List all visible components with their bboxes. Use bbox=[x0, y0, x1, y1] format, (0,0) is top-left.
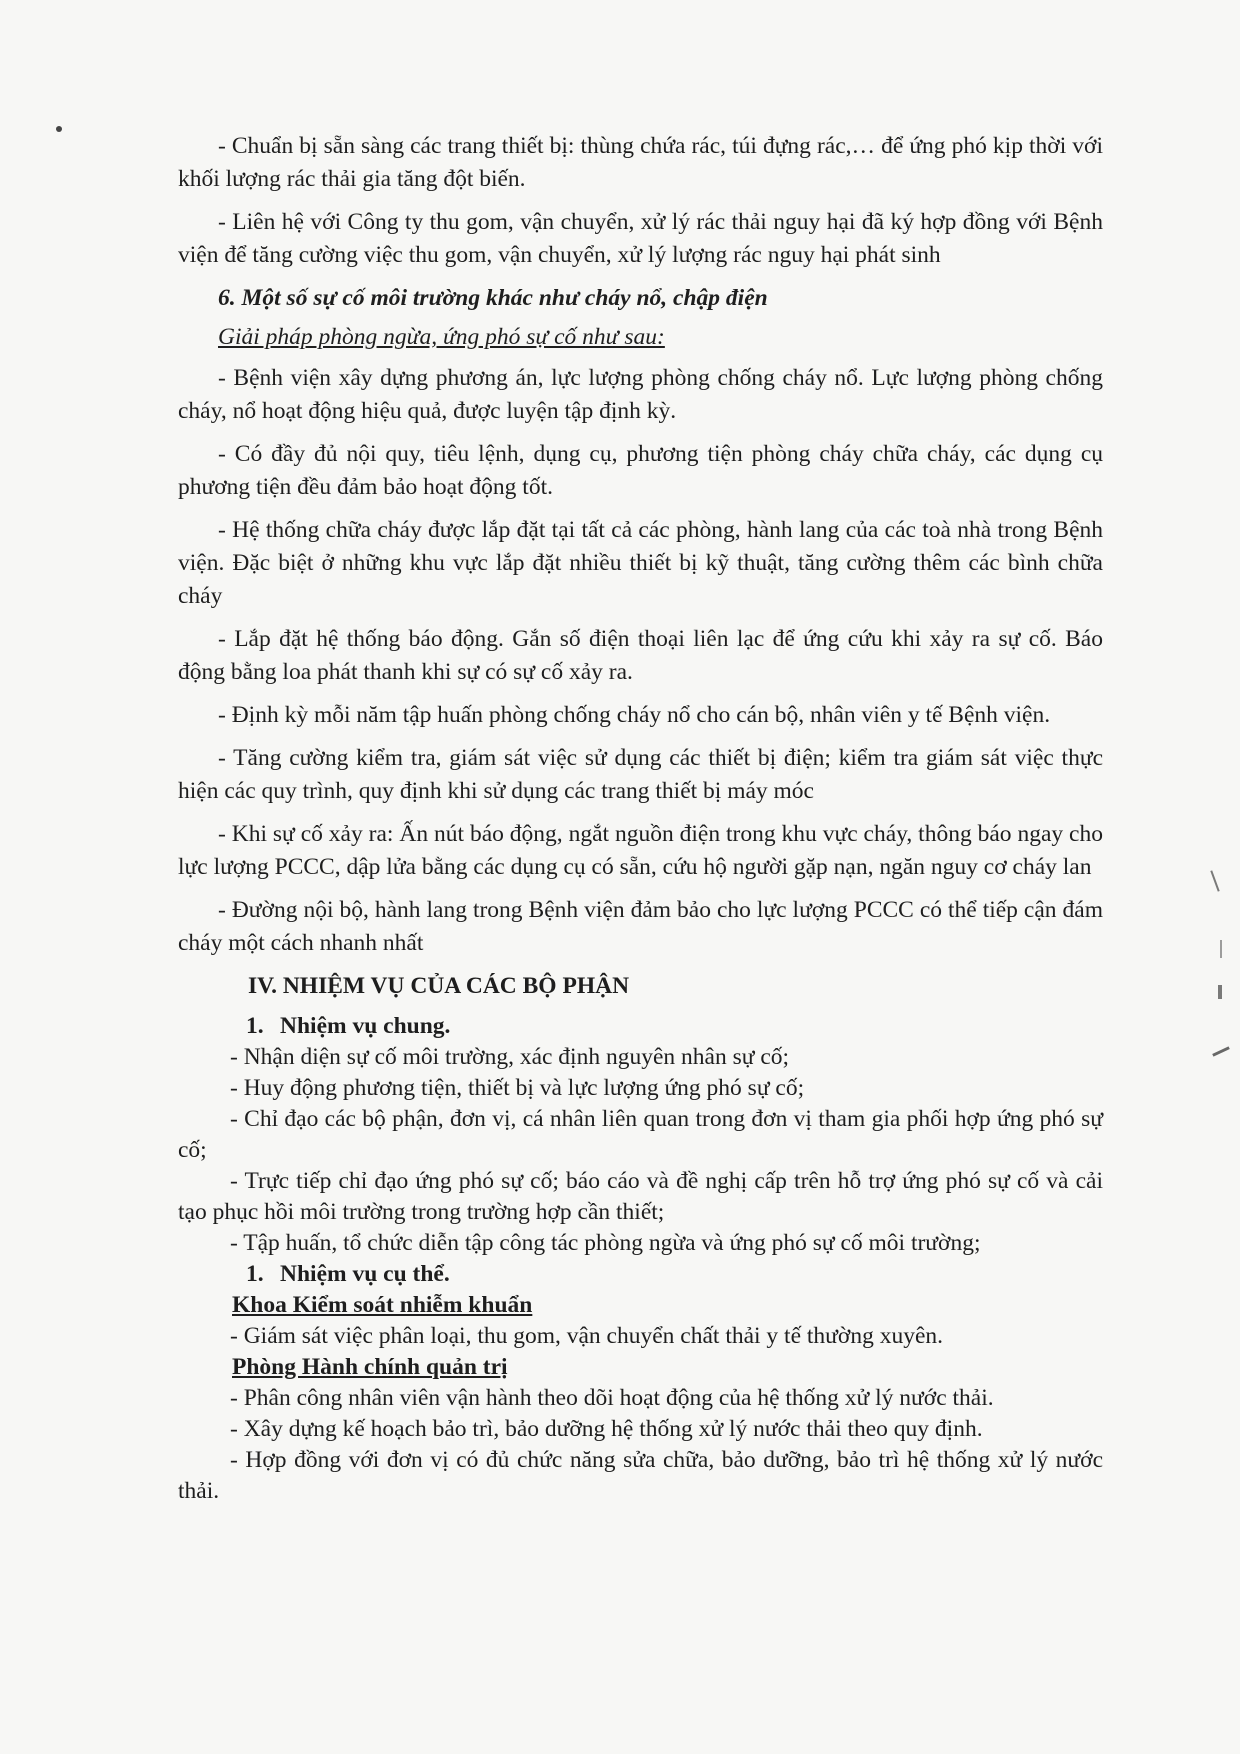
paragraph-contact-company: - Liên hệ với Công ty thu gom, vận chuyển, xử lý rác thải nguy hại đã ký hợp đồng với Bệnh viện để tăng cường việc thu gom, vận chuyển, xử lý lượng rác nguy hại phát sinh bbox=[178, 209, 1103, 268]
bullet-access-road: - Đường nội bộ, hành lang trong Bệnh viện đảm bảo cho lực lượng PCCC có thể tiếp cận đám cháy một cách nhanh nhất bbox=[178, 897, 1103, 956]
scan-margin-mark bbox=[1210, 870, 1219, 891]
bullet-incident-response: - Khi sự cố xảy ra: Ấn nút báo động, ngắt nguồn điện trong khu vực cháy, thông báo ngay cho lực lượng PCCC, dập lửa bằng các dụng cụ có sẵn, cứu hộ người gặp nạn, ngăn nguy cơ cháy lan bbox=[178, 821, 1103, 880]
heading-label: Nhiệm vụ chung. bbox=[280, 1013, 451, 1039]
section-heading-iv: IV. NHIỆM VỤ CỦA CÁC BỘ PHẬN bbox=[248, 973, 630, 999]
heading-number: 1. bbox=[246, 1261, 264, 1287]
task-supervise-waste: - Giám sát việc phân loại, thu gom, vận chuyển chất thải y tế thường xuyên. bbox=[230, 1323, 944, 1349]
bullet-fire-system: - Hệ thống chữa cháy được lắp đặt tại tất cả các phòng, hành lang của các toà nhà trong Bệnh viện. Đặc biệt ở những khu vực lắp đặt nhiều thiết bị kỹ thuật, tăng cường thêm các bình chữa cháy bbox=[178, 517, 1103, 609]
task-report: - Trực tiếp chỉ đạo ứng phó sự cố; báo cáo và đề nghị cấp trên hỗ trợ ứng phó sự cố và cải tạo phục hồi môi trường trong trường hợp cần thiết; bbox=[178, 1168, 1103, 1225]
task-direct: - Chỉ đạo các bộ phận, đơn vị, cá nhân liên quan trong đơn vị tham gia phối hợp ứng phó sự cố; bbox=[178, 1106, 1103, 1163]
task-train: - Tập huấn, tổ chức diễn tập công tác phòng ngừa và ứng phó sự cố môi trường; bbox=[230, 1230, 981, 1256]
task-mobilize: - Huy động phương tiện, thiết bị và lực lượng ứng phó sự cố; bbox=[230, 1075, 805, 1101]
task-contract: - Hợp đồng với đơn vị có đủ chức năng sửa chữa, bảo dưỡng, bảo trì hệ thống xử lý nước thải. bbox=[178, 1447, 1103, 1504]
bullet-fire-plan: - Bệnh viện xây dựng phương án, lực lượng phòng chống cháy nổ. Lực lượng phòng chống cháy, nổ hoạt động hiệu quả, được luyện tập định kỳ. bbox=[178, 365, 1103, 424]
task-assign-operator: - Phân công nhân viên vận hành theo dõi hoạt động của hệ thống xử lý nước thải. bbox=[230, 1385, 994, 1411]
numbered-heading-specific bbox=[178, 1259, 1103, 1290]
bullet-inspection: - Tăng cường kiểm tra, giám sát việc sử dụng các thiết bị điện; kiểm tra giám sát việc thực hiện các quy trình, quy định khi sử dụng các trang thiết bị máy móc bbox=[178, 745, 1103, 804]
scan-dot bbox=[56, 126, 62, 132]
bullet-training: - Định kỳ mỗi năm tập huấn phòng chống cháy nổ cho cán bộ, nhân viên y tế Bệnh viện. bbox=[218, 702, 1051, 728]
bullet-alarm: - Lắp đặt hệ thống báo động. Gắn số điện thoại liên lạc để ứng cứu khi xảy ra sự cố. Báo động bằng loa phát thanh khi sự có sự cố xảy ra. bbox=[178, 626, 1103, 685]
task-maintenance-plan: - Xây dựng kế hoạch bảo trì, bảo dưỡng hệ thống xử lý nước thải theo quy định. bbox=[230, 1416, 983, 1442]
scan-margin-mark bbox=[1212, 1046, 1230, 1056]
heading-label: Nhiệm vụ cụ thể. bbox=[280, 1261, 450, 1287]
paragraph-prepare-equipment: - Chuẩn bị sẵn sàng các trang thiết bị: thùng chứa rác, túi đựng rác,… để ứng phó kịp thời với khối lượng rác thải gia tăng đột biến. bbox=[178, 133, 1103, 192]
unit-heading-infection-control: Khoa Kiểm soát nhiễm khuẩn bbox=[232, 1292, 533, 1318]
numbered-heading-general bbox=[178, 1011, 1103, 1042]
bullet-rules-tools: - Có đầy đủ nội quy, tiêu lệnh, dụng cụ, phương tiện phòng cháy chữa cháy, các dụng cụ phương tiện đều đảm bảo hoạt động tốt. bbox=[178, 441, 1103, 500]
scan-margin-mark bbox=[1220, 940, 1222, 958]
heading-number: 1. bbox=[246, 1013, 264, 1039]
subheading-solutions: Giải pháp phòng ngừa, ứng phó sự cố như sau: bbox=[218, 324, 665, 350]
document-body bbox=[178, 130, 1103, 1507]
scan-margin-mark bbox=[1218, 985, 1222, 999]
task-identify: - Nhận diện sự cố môi trường, xác định nguyên nhân sự cố; bbox=[230, 1044, 790, 1070]
unit-heading-admin: Phòng Hành chính quản trị bbox=[232, 1354, 508, 1380]
section-heading-6: 6. Một số sự cố môi trường khác như cháy nổ, chập điện bbox=[218, 285, 768, 311]
